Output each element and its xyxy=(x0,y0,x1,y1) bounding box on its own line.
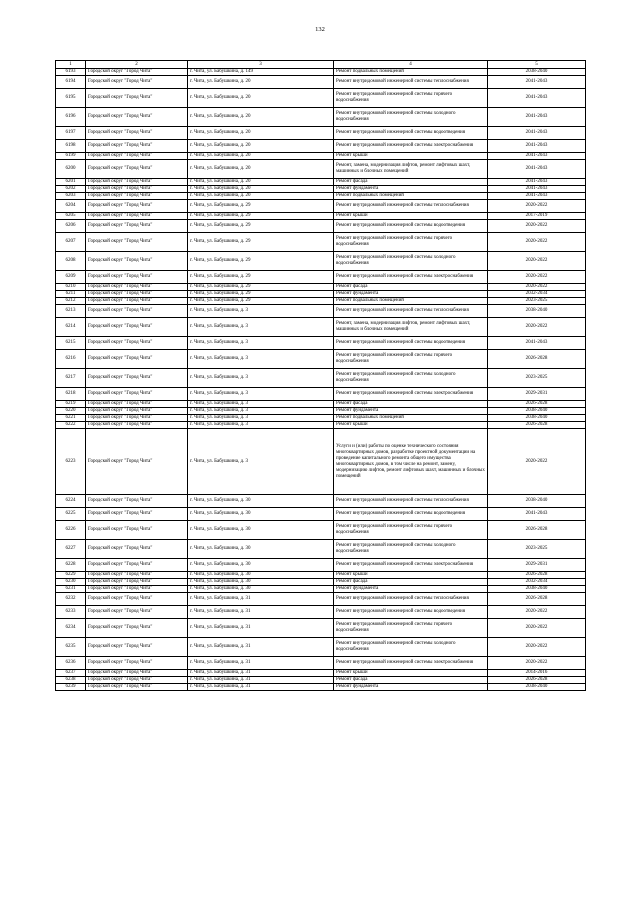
period-cell: 2038-2040 xyxy=(488,408,586,415)
address-cell: г. Чита, ул. Бабушкина, д. 29 xyxy=(188,213,334,220)
work-type-cell: Ремонт фасада xyxy=(334,401,488,408)
work-type-cell: Ремонт, замена, модернизация лифтов, ремонт лифтовых шахт, машинных и блочных помещений xyxy=(334,318,488,337)
row-number-cell: 6233 xyxy=(56,606,86,619)
row-number-cell: 6231 xyxy=(56,586,86,593)
address-cell: г. Чита, ул. Бабушкина, д. 29 xyxy=(188,252,334,271)
period-cell: 2020-2022 xyxy=(488,606,586,619)
address-cell: г. Чита, ул. Бабушкина, д. 30 xyxy=(188,540,334,559)
period-cell: 2014-2016 xyxy=(488,670,586,677)
work-type-cell: Ремонт внутридомовой инженерной системы теплоснабжения xyxy=(334,76,488,89)
header-cell: 5 xyxy=(488,61,586,69)
address-cell: г. Чита, ул. Бабушкина, д. 29 xyxy=(188,284,334,291)
period-cell: 2041-2043 xyxy=(488,179,586,186)
table-row xyxy=(56,559,586,572)
municipality-cell: Городской округ "Город Чита" xyxy=(86,408,188,415)
period-cell: 2026-2028 xyxy=(488,521,586,540)
table-row xyxy=(56,298,586,305)
period-cell: 2041-2043 xyxy=(488,186,586,193)
municipality-cell: Городской округ "Город Чита" xyxy=(86,579,188,586)
work-type-cell: Ремонт крыши xyxy=(334,153,488,160)
period-cell: 2017-2019 xyxy=(488,213,586,220)
table-row xyxy=(56,606,586,619)
row-number-cell: 6202 xyxy=(56,186,86,193)
row-number-cell: 6199 xyxy=(56,153,86,160)
address-cell: г. Чита, ул. Бабушкина, д. 3 xyxy=(188,369,334,388)
work-type-cell: Ремонт крыши xyxy=(334,213,488,220)
municipality-cell: Городской округ "Город Чита" xyxy=(86,252,188,271)
municipality-cell: Городской округ "Город Чита" xyxy=(86,429,188,495)
header-cell: 3 xyxy=(188,61,334,69)
period-cell: 2041-2043 xyxy=(488,193,586,200)
period-cell: 2023-2025 xyxy=(488,298,586,305)
address-cell: г. Чита, ул. Бабушкина, д. 31 xyxy=(188,670,334,677)
period-cell: 2020-2022 xyxy=(488,252,586,271)
address-cell: г. Чита, ул. Бабушкина, д. 30 xyxy=(188,495,334,508)
row-number-cell: 6205 xyxy=(56,213,86,220)
row-number-cell: 6237 xyxy=(56,670,86,677)
table-row xyxy=(56,193,586,200)
row-number-cell: 6211 xyxy=(56,291,86,298)
table-row xyxy=(56,291,586,298)
table-row xyxy=(56,586,586,593)
address-cell: г. Чита, ул. Бабушкина, д. 20 xyxy=(188,127,334,140)
row-number-cell: 6194 xyxy=(56,76,86,89)
period-cell: 2029-2031 xyxy=(488,559,586,572)
address-cell: г. Чита, ул. Бабушкина, д. 3 xyxy=(188,408,334,415)
municipality-cell: Городской округ "Город Чита" xyxy=(86,586,188,593)
municipality-cell: Городской округ "Город Чита" xyxy=(86,337,188,350)
work-type-cell: Ремонт фасада xyxy=(334,579,488,586)
row-number-cell: 6225 xyxy=(56,508,86,521)
address-cell: г. Чита, ул. Бабушкина, д. 29 xyxy=(188,233,334,252)
table-row xyxy=(56,684,586,691)
table-row xyxy=(56,579,586,586)
period-cell: 2029-2031 xyxy=(488,388,586,401)
address-cell: г. Чита, ул. Бабушкина, д. 31 xyxy=(188,593,334,606)
table-row xyxy=(56,140,586,153)
row-number-cell: 6227 xyxy=(56,540,86,559)
address-cell: г. Чита, ул. Бабушкина, д. 3 xyxy=(188,429,334,495)
work-type-cell: Ремонт внутридомовой инженерной системы теплоснабжения xyxy=(334,495,488,508)
work-type-cell: Ремонт фундамента xyxy=(334,291,488,298)
municipality-cell: Городской округ "Город Чита" xyxy=(86,298,188,305)
municipality-cell: Городской округ "Город Чита" xyxy=(86,606,188,619)
work-type-cell: Ремонт внутридомовой инженерной системы горячего водоснабжения xyxy=(334,619,488,638)
municipality-cell: Городской округ "Город Чита" xyxy=(86,186,188,193)
row-number-cell: 6229 xyxy=(56,572,86,579)
work-type-cell: Ремонт внутридомовой инженерной системы горячего водоснабжения xyxy=(334,350,488,369)
address-cell: г. Чита, ул. Бабушкина, д. 20 xyxy=(188,193,334,200)
municipality-cell: Городской округ "Город Чита" xyxy=(86,271,188,284)
address-cell: г. Чита, ул. Бабушкина, д. 29 xyxy=(188,220,334,233)
table-row xyxy=(56,369,586,388)
row-number-cell: 6222 xyxy=(56,422,86,429)
period-cell: 2020-2022 xyxy=(488,271,586,284)
row-number-cell: 6208 xyxy=(56,252,86,271)
table-row xyxy=(56,252,586,271)
address-cell: г. Чита, ул. Бабушкина, д. 20 xyxy=(188,186,334,193)
table-row xyxy=(56,233,586,252)
period-cell: 2020-2022 xyxy=(488,318,586,337)
table-row xyxy=(56,619,586,638)
municipality-cell: Городской округ "Город Чита" xyxy=(86,140,188,153)
row-number-cell: 6206 xyxy=(56,220,86,233)
work-type-cell: Ремонт, замена, модернизация лифтов, ремонт лифтовых шахт, машинных и блочных помещений xyxy=(334,160,488,179)
address-cell: г. Чита, ул. Бабушкина, д. 31 xyxy=(188,606,334,619)
period-cell: 2023-2025 xyxy=(488,369,586,388)
row-number-cell: 6226 xyxy=(56,521,86,540)
row-number-cell: 6197 xyxy=(56,127,86,140)
address-cell: г. Чита, ул. Бабушкина, д. 29 xyxy=(188,298,334,305)
table-row xyxy=(56,350,586,369)
table-row xyxy=(56,220,586,233)
address-cell: г. Чита, ул. Бабушкина, д. 30 xyxy=(188,586,334,593)
work-type-cell: Ремонт внутридомовой инженерной системы водоотведения xyxy=(334,508,488,521)
period-cell: 2041-2043 xyxy=(488,140,586,153)
work-type-cell: Ремонт внутридомовой инженерной системы холодного водоснабжения xyxy=(334,252,488,271)
table-row xyxy=(56,572,586,579)
table-row xyxy=(56,318,586,337)
table-row xyxy=(56,593,586,606)
municipality-cell: Городской округ "Город Чита" xyxy=(86,593,188,606)
row-number-cell: 6221 xyxy=(56,415,86,422)
period-cell: 2020-2022 xyxy=(488,200,586,213)
address-cell: г. Чита, ул. Бабушкина, д. 3 xyxy=(188,415,334,422)
address-cell: г. Чита, ул. Бабушкина, д. 30 xyxy=(188,508,334,521)
municipality-cell: Городской округ "Город Чита" xyxy=(86,76,188,89)
address-cell: г. Чита, ул. Бабушкина, д. 3 xyxy=(188,350,334,369)
work-type-cell: Ремонт внутридомовой инженерной системы водоотведения xyxy=(334,220,488,233)
address-cell: г. Чита, ул. Бабушкина, д. 20 xyxy=(188,179,334,186)
municipality-cell: Городской округ "Город Чита" xyxy=(86,572,188,579)
period-cell: 2041-2043 xyxy=(488,160,586,179)
work-type-cell: Ремонт внутридомовой инженерной системы электроснабжения xyxy=(334,559,488,572)
work-type-cell: Ремонт внутридомовой инженерной системы холодного водоснабжения xyxy=(334,108,488,127)
work-type-cell: Ремонт подвальных помещений xyxy=(334,193,488,200)
municipality-cell: Городской округ "Город Чита" xyxy=(86,677,188,684)
work-type-cell: Ремонт подвальных помещений xyxy=(334,415,488,422)
row-number-cell: 6215 xyxy=(56,337,86,350)
address-cell: г. Чита, ул. Бабушкина, д. 20 xyxy=(188,160,334,179)
address-cell: г. Чита, ул. Бабушкина, д. 3 xyxy=(188,337,334,350)
table-row xyxy=(56,540,586,559)
address-cell: г. Чита, ул. Бабушкина, д. 20 xyxy=(188,89,334,108)
municipality-cell: Городской округ "Город Чита" xyxy=(86,619,188,638)
address-cell: г. Чита, ул. Бабушкина, д. 149 xyxy=(188,69,334,76)
row-number-cell: 6219 xyxy=(56,401,86,408)
address-cell: г. Чита, ул. Бабушкина, д. 3 xyxy=(188,401,334,408)
row-number-cell: 6201 xyxy=(56,179,86,186)
table-row xyxy=(56,271,586,284)
address-cell: г. Чита, ул. Бабушкина, д. 29 xyxy=(188,291,334,298)
table-row xyxy=(56,213,586,220)
row-number-cell: 6195 xyxy=(56,89,86,108)
work-type-cell: Ремонт внутридомовой инженерной системы водоотведения xyxy=(334,337,488,350)
row-number-cell: 6207 xyxy=(56,233,86,252)
row-number-cell: 6198 xyxy=(56,140,86,153)
work-type-cell: Ремонт фундамента xyxy=(334,684,488,691)
page-number: 132 xyxy=(315,26,325,33)
municipality-cell: Городской округ "Город Чита" xyxy=(86,153,188,160)
header-row xyxy=(56,61,586,69)
address-cell: г. Чита, ул. Бабушкина, д. 30 xyxy=(188,572,334,579)
work-type-cell: Ремонт фундамента xyxy=(334,186,488,193)
work-type-cell: Ремонт внутридомовой инженерной системы холодного водоснабжения xyxy=(334,540,488,559)
address-cell: г. Чита, ул. Бабушкина, д. 20 xyxy=(188,108,334,127)
period-cell: 2041-2043 xyxy=(488,153,586,160)
row-number-cell: 6224 xyxy=(56,495,86,508)
work-type-cell: Ремонт внутридомовой инженерной системы горячего водоснабжения xyxy=(334,89,488,108)
table-row xyxy=(56,415,586,422)
period-cell: 2026-2028 xyxy=(488,572,586,579)
period-cell: 2041-2043 xyxy=(488,89,586,108)
row-number-cell: 6223 xyxy=(56,429,86,495)
municipality-cell: Городской округ "Город Чита" xyxy=(86,213,188,220)
period-cell: 2026-2028 xyxy=(488,401,586,408)
work-type-cell: Ремонт подвальных помещений xyxy=(334,69,488,76)
row-number-cell: 6210 xyxy=(56,284,86,291)
work-type-cell: Ремонт внутридомовой инженерной системы электроснабжения xyxy=(334,271,488,284)
capital-repair-table xyxy=(55,60,586,691)
municipality-cell: Городской округ "Город Чита" xyxy=(86,559,188,572)
row-number-cell: 6216 xyxy=(56,350,86,369)
municipality-cell: Городской округ "Город Чита" xyxy=(86,508,188,521)
municipality-cell: Городской округ "Город Чита" xyxy=(86,305,188,318)
period-cell: 2020-2022 xyxy=(488,233,586,252)
address-cell: г. Чита, ул. Бабушкина, д. 31 xyxy=(188,657,334,670)
period-cell: 2038-2040 xyxy=(488,305,586,318)
row-number-cell: 6212 xyxy=(56,298,86,305)
table-row xyxy=(56,284,586,291)
table-row xyxy=(56,108,586,127)
address-cell: г. Чита, ул. Бабушкина, д. 31 xyxy=(188,684,334,691)
row-number-cell: 6239 xyxy=(56,684,86,691)
municipality-cell: Городской округ "Город Чита" xyxy=(86,108,188,127)
municipality-cell: Городской округ "Город Чита" xyxy=(86,179,188,186)
address-cell: г. Чита, ул. Бабушкина, д. 20 xyxy=(188,153,334,160)
period-cell: 2038-2040 xyxy=(488,69,586,76)
period-cell: 2032-2034 xyxy=(488,291,586,298)
work-type-cell: Ремонт внутридомовой инженерной системы теплоснабжения xyxy=(334,305,488,318)
address-cell: г. Чита, ул. Бабушкина, д. 29 xyxy=(188,200,334,213)
address-cell: г. Чита, ул. Бабушкина, д. 30 xyxy=(188,579,334,586)
row-number-cell: 6196 xyxy=(56,108,86,127)
address-cell: г. Чита, ул. Бабушкина, д. 3 xyxy=(188,388,334,401)
period-cell: 2041-2043 xyxy=(488,508,586,521)
period-cell: 2041-2043 xyxy=(488,127,586,140)
municipality-cell: Городской округ "Город Чита" xyxy=(86,160,188,179)
period-cell: 2026-2028 xyxy=(488,593,586,606)
municipality-cell: Городской округ "Город Чита" xyxy=(86,670,188,677)
work-type-cell: Ремонт внутридомовой инженерной системы электроснабжения xyxy=(334,657,488,670)
row-number-cell: 6217 xyxy=(56,369,86,388)
municipality-cell: Городской округ "Город Чита" xyxy=(86,401,188,408)
municipality-cell: Городской округ "Город Чита" xyxy=(86,495,188,508)
row-number-cell: 6213 xyxy=(56,305,86,318)
work-type-cell: Ремонт фундамента xyxy=(334,408,488,415)
address-cell: г. Чита, ул. Бабушкина, д. 3 xyxy=(188,305,334,318)
table-row xyxy=(56,76,586,89)
work-type-cell: Ремонт внутридомовой инженерной системы водоотведения xyxy=(334,127,488,140)
address-cell: г. Чита, ул. Бабушкина, д. 31 xyxy=(188,677,334,684)
work-type-cell: Ремонт внутридомовой инженерной системы электроснабжения xyxy=(334,140,488,153)
period-cell: 2023-2025 xyxy=(488,540,586,559)
work-type-cell: Ремонт крыши xyxy=(334,422,488,429)
table-row xyxy=(56,677,586,684)
work-type-cell: Ремонт крыши xyxy=(334,670,488,677)
municipality-cell: Городской округ "Город Чита" xyxy=(86,350,188,369)
municipality-cell: Городской округ "Город Чита" xyxy=(86,284,188,291)
table-row xyxy=(56,69,586,76)
table-row xyxy=(56,200,586,213)
municipality-cell: Городской округ "Город Чита" xyxy=(86,422,188,429)
work-type-cell: Ремонт подвальных помещений xyxy=(334,298,488,305)
row-number-cell: 6218 xyxy=(56,388,86,401)
municipality-cell: Городской округ "Город Чита" xyxy=(86,684,188,691)
address-cell: г. Чита, ул. Бабушкина, д. 29 xyxy=(188,271,334,284)
period-cell: 2020-2022 xyxy=(488,619,586,638)
row-number-cell: 6200 xyxy=(56,160,86,179)
row-number-cell: 6234 xyxy=(56,619,86,638)
work-type-cell: Ремонт внутридомовой инженерной системы электроснабжения xyxy=(334,388,488,401)
row-number-cell: 6228 xyxy=(56,559,86,572)
period-cell: 2041-2043 xyxy=(488,108,586,127)
row-number-cell: 6230 xyxy=(56,579,86,586)
table-row xyxy=(56,508,586,521)
municipality-cell: Городской округ "Город Чита" xyxy=(86,657,188,670)
row-number-cell: 6209 xyxy=(56,271,86,284)
period-cell: 2026-2028 xyxy=(488,422,586,429)
period-cell: 2020-2022 xyxy=(488,220,586,233)
table-row xyxy=(56,179,586,186)
table-row xyxy=(56,408,586,415)
municipality-cell: Городской округ "Город Чита" xyxy=(86,127,188,140)
table-row xyxy=(56,638,586,657)
municipality-cell: Городской округ "Город Чита" xyxy=(86,521,188,540)
municipality-cell: Городской округ "Город Чита" xyxy=(86,388,188,401)
row-number-cell: 6204 xyxy=(56,200,86,213)
header-cell: 1 xyxy=(56,61,86,69)
work-type-cell: Ремонт фундамента xyxy=(334,586,488,593)
municipality-cell: Городской округ "Город Чита" xyxy=(86,193,188,200)
row-number-cell: 6220 xyxy=(56,408,86,415)
municipality-cell: Городской округ "Город Чита" xyxy=(86,638,188,657)
row-number-cell: 6236 xyxy=(56,657,86,670)
work-type-cell: Ремонт внутридомовой инженерной системы холодного водоснабжения xyxy=(334,369,488,388)
table-row xyxy=(56,186,586,193)
work-type-cell: Ремонт фасада xyxy=(334,677,488,684)
period-cell: 2041-2043 xyxy=(488,76,586,89)
address-cell: г. Чита, ул. Бабушкина, д. 20 xyxy=(188,76,334,89)
work-type-cell: Ремонт внутридомовой инженерной системы теплоснабжения xyxy=(334,200,488,213)
work-type-cell: Ремонт крыши xyxy=(334,572,488,579)
table-row xyxy=(56,422,586,429)
period-cell: 2038-2040 xyxy=(488,415,586,422)
period-cell: 2026-2028 xyxy=(488,677,586,684)
municipality-cell: Городской округ "Город Чита" xyxy=(86,291,188,298)
period-cell: 2020-2022 xyxy=(488,657,586,670)
period-cell: 2032-2034 xyxy=(488,579,586,586)
municipality-cell: Городской округ "Город Чита" xyxy=(86,220,188,233)
municipality-cell: Городской округ "Город Чита" xyxy=(86,369,188,388)
municipality-cell: Городской округ "Город Чита" xyxy=(86,233,188,252)
table-row xyxy=(56,89,586,108)
work-type-cell: Услуги и (или) работы по оценке технического состояния многоквартирных домов, разработке проектной документации на проведение капитального ремонта общего имущества многоквартирных домов, в том числе на ремонт, замену, модернизацию лифтов, ремонт лифтовых шахт, машинных и блочных помещений xyxy=(334,429,488,495)
period-cell: 2038-2040 xyxy=(488,684,586,691)
header-cell: 2 xyxy=(86,61,188,69)
work-type-cell: Ремонт внутридомовой инженерной системы водоотведения xyxy=(334,606,488,619)
municipality-cell: Городской округ "Город Чита" xyxy=(86,200,188,213)
table-row xyxy=(56,521,586,540)
address-cell: г. Чита, ул. Бабушкина, д. 20 xyxy=(188,140,334,153)
row-number-cell: 6193 xyxy=(56,69,86,76)
period-cell: 2038-2040 xyxy=(488,586,586,593)
address-cell: г. Чита, ул. Бабушкина, д. 3 xyxy=(188,318,334,337)
table-row xyxy=(56,160,586,179)
work-type-cell: Ремонт внутридомовой инженерной системы холодного водоснабжения xyxy=(334,638,488,657)
period-cell: 2026-2028 xyxy=(488,350,586,369)
table-row xyxy=(56,127,586,140)
work-type-cell: Ремонт фасада xyxy=(334,284,488,291)
municipality-cell: Городской округ "Город Чита" xyxy=(86,69,188,76)
work-type-cell: Ремонт внутридомовой инженерной системы теплоснабжения xyxy=(334,593,488,606)
table-row xyxy=(56,657,586,670)
table-row xyxy=(56,337,586,350)
work-type-cell: Ремонт внутридомовой инженерной системы горячего водоснабжения xyxy=(334,233,488,252)
table-row xyxy=(56,429,586,495)
address-cell: г. Чита, ул. Бабушкина, д. 31 xyxy=(188,638,334,657)
period-cell: 2020-2022 xyxy=(488,284,586,291)
row-number-cell: 6235 xyxy=(56,638,86,657)
table-row xyxy=(56,153,586,160)
address-cell: г. Чита, ул. Бабушкина, д. 30 xyxy=(188,521,334,540)
row-number-cell: 6238 xyxy=(56,677,86,684)
table-row xyxy=(56,388,586,401)
municipality-cell: Городской округ "Город Чита" xyxy=(86,540,188,559)
row-number-cell: 6214 xyxy=(56,318,86,337)
address-cell: г. Чита, ул. Бабушкина, д. 31 xyxy=(188,619,334,638)
table-row xyxy=(56,401,586,408)
address-cell: г. Чита, ул. Бабушкина, д. 30 xyxy=(188,559,334,572)
header-cell: 4 xyxy=(334,61,488,69)
municipality-cell: Городской округ "Город Чита" xyxy=(86,415,188,422)
period-cell: 2020-2022 xyxy=(488,429,586,495)
row-number-cell: 6203 xyxy=(56,193,86,200)
period-cell: 2020-2022 xyxy=(488,638,586,657)
municipality-cell: Городской округ "Город Чита" xyxy=(86,318,188,337)
table-row xyxy=(56,670,586,677)
municipality-cell: Городской округ "Город Чита" xyxy=(86,89,188,108)
table-row xyxy=(56,305,586,318)
row-number-cell: 6232 xyxy=(56,593,86,606)
work-type-cell: Ремонт фасада xyxy=(334,179,488,186)
table-row xyxy=(56,495,586,508)
period-cell: 2041-2043 xyxy=(488,337,586,350)
period-cell: 2038-2040 xyxy=(488,495,586,508)
work-type-cell: Ремонт внутридомовой инженерной системы горячего водоснабжения xyxy=(334,521,488,540)
address-cell: г. Чита, ул. Бабушкина, д. 3 xyxy=(188,422,334,429)
